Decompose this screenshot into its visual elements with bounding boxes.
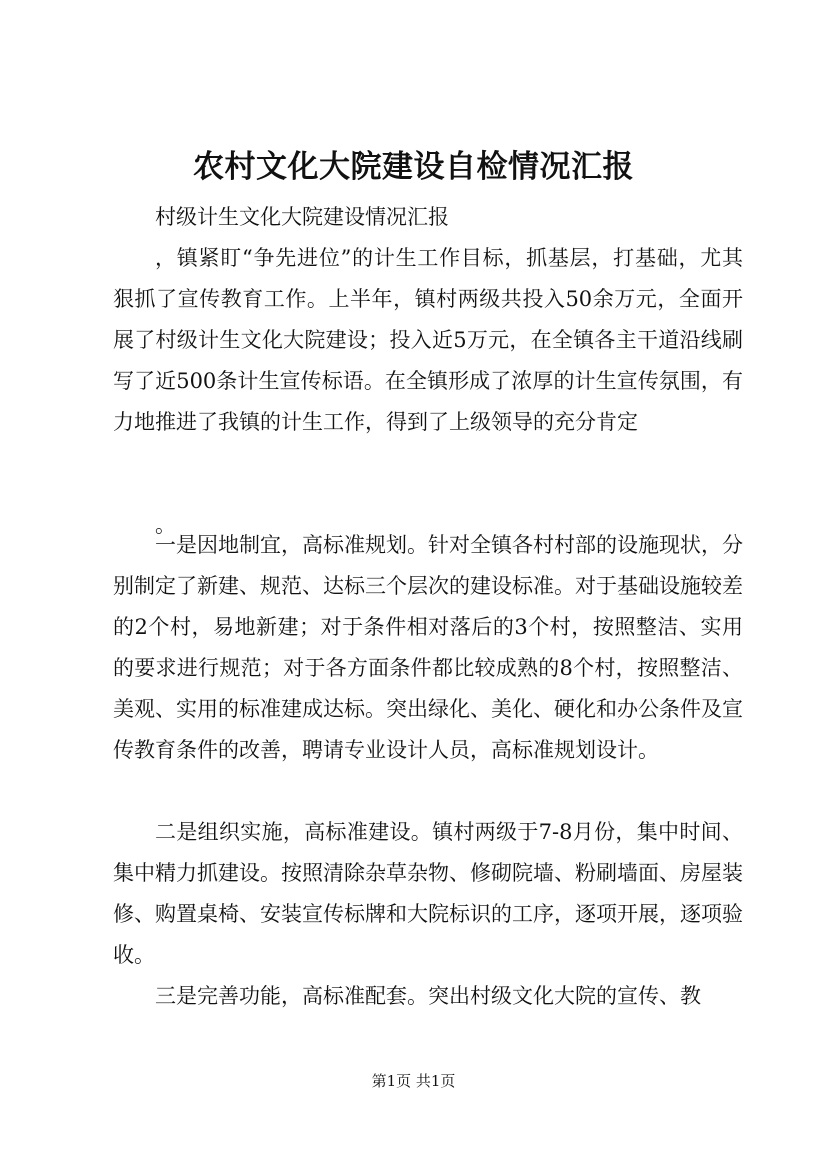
document-title: 农村文化大院建设自检情况汇报 xyxy=(193,149,634,185)
paragraph-construction: 二是组织实施，高标准建设。镇村两级于7-8月份，集中时间、集中精力抓建设。按照清除杂草杂物、修砌院墙、粉刷墙面、房屋装修、购置桌椅、安装宣传标牌和大院标识的工序，逐项开展，逐项验收。 xyxy=(113,820,743,967)
paragraph-facilities: 三是完善功能，高标准配套。突出村级文化大院的宣传、教 xyxy=(155,984,701,1008)
page-footer: 第1页 共1页 xyxy=(371,1072,456,1090)
paragraph-planning: 一是因地制宜，高标准规划。针对全镇各村村部的设施现状，分别制定了新建、规范、达标三个层次的建设标准。对于基础设施较差的2个村，易地新建；对于条件相对落后的3个村，按照整洁、实用的要求进行规范；对于各方面条件都比较成熟的8个村，按照整洁、美观、实用的标准建成达标。突出绿化、美化、硬化和办公条件及宣传教育条件的改善，聘请专业设计人员，高标准规划设计。 xyxy=(113,533,743,762)
paragraph-period: 。 xyxy=(155,513,176,537)
document-subtitle: 村级计生文化大院建设情况汇报 xyxy=(155,205,449,229)
paragraph-intro: ，镇紧盯“争先进位”的计生工作目标，抓基层，打基础，尤其狠抓了宣传教育工作。上半年，镇村两级共投入50余万元，全面开展了村级计生文化大院建设；投入近5万元，在全镇各主干道沿线刷写了近500条计生宣传标语。在全镇形成了浓厚的计生宣传氛围，有力地推进了我镇的计生工作，得到了上级领导的充分肯定 xyxy=(113,246,743,434)
